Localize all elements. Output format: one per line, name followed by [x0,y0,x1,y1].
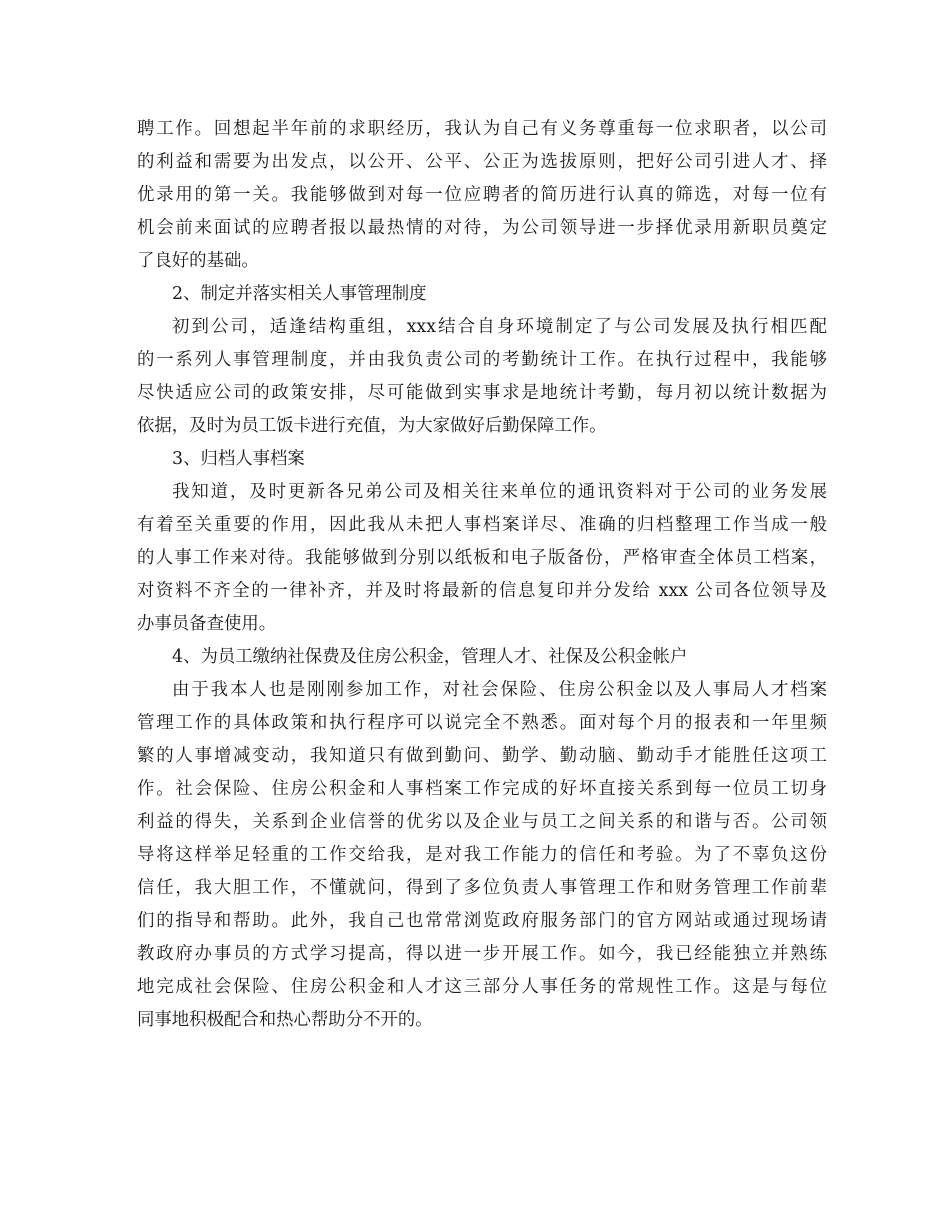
text-line: 优录用的第一关。我能够做到对每一位应聘者的简历进行认真的筛选，对每一位有 [137,185,827,205]
text-line: 对资料不齐全的一律补齐，并及时将最新的信息复印并分发给 xxx 公司各位领导及 [137,581,827,601]
text-line: 办事员备查使用。 [137,614,277,634]
text-line: 由于我本人也是刚刚参加工作，对社会保险、住房公积金以及人事局人才档案 [172,680,827,700]
text-line: 利益的得失，关系到企业信誉的优劣以及企业与员工之间关系的和谐与否。公司领 [137,812,827,832]
text-line: 2、制定并落实相关人事管理制度 [172,284,427,304]
text-line: 聘工作。回想起半年前的求职经历，我认为自己有义务尊重每一位求职者，以公司 [137,119,827,139]
text-line: 的利益和需要为出发点，以公开、公平、公正为选拔原则，把好公司引进人才、择 [137,152,827,172]
text-line: 3、归档人事档案 [172,449,305,469]
text-line: 教政府办事员的方式学习提高，得以进一步开展工作。如今，我已经能独立并熟练 [137,944,827,964]
text-line: 繁的人事增减变动，我知道只有做到勤问、勤学、勤动脑、勤动手才能胜任这项工 [137,746,827,766]
text-line: 有着至关重要的作用，因此我从未把人事档案详尽、准确的归档整理工作当成一般 [137,515,827,535]
text-line: 我知道，及时更新各兄弟公司及相关往来单位的通讯资料对于公司的业务发展 [172,482,827,502]
text-line: 导将这样举足轻重的工作交给我，是对我工作能力的信任和考验。为了不辜负这份 [137,845,827,865]
text-line: 机会前来面试的应聘者报以最热情的对待，为公司领导进一步择优录用新职员奠定 [137,218,827,238]
text-line: 们的指导和帮助。此外，我自己也常常浏览政府服务部门的官方网站或通过现场请 [137,911,827,931]
text-line: 了良好的基础。 [137,251,259,271]
text-line: 管理工作的具体政策和执行程序可以说完全不熟悉。面对每个月的报表和一年里频 [137,713,827,733]
text-line: 地完成社会保险、住房公积金和人才这三部分人事任务的常规性工作。这是与每位 [137,977,827,997]
text-line: 4、为员工缴纳社保费及住房公积金，管理人才、社保及公积金帐户 [172,647,688,667]
text-line: 的人事工作来对待。我能够做到分别以纸板和电子版备份，严格审查全体员工档案， [137,548,827,568]
text-line: 信任，我大胆工作，不懂就问，得到了多位负责人事管理工作和财务管理工作前辈 [137,878,827,898]
text-line: 作。社会保险、住房公积金和人事档案工作完成的好坏直接关系到每一位员工切身 [137,779,827,799]
text-line: 同事地积极配合和热心帮助分不开的。 [137,1010,433,1030]
text-line: 尽快适应公司的政策安排，尽可能做到实事求是地统计考勤，每月初以统计数据为 [137,383,827,403]
text-line: 依据，及时为员工饭卡进行充值，为大家做好后勤保障工作。 [137,416,607,436]
document-body [137,113,827,1037]
text-line: 的一系列人事管理制度，并由我负责公司的考勤统计工作。在执行过程中，我能够 [137,350,827,370]
text-line: 初到公司，适逢结构重组，xxx结合自身环境制定了与公司发展及执行相匹配 [172,317,827,337]
